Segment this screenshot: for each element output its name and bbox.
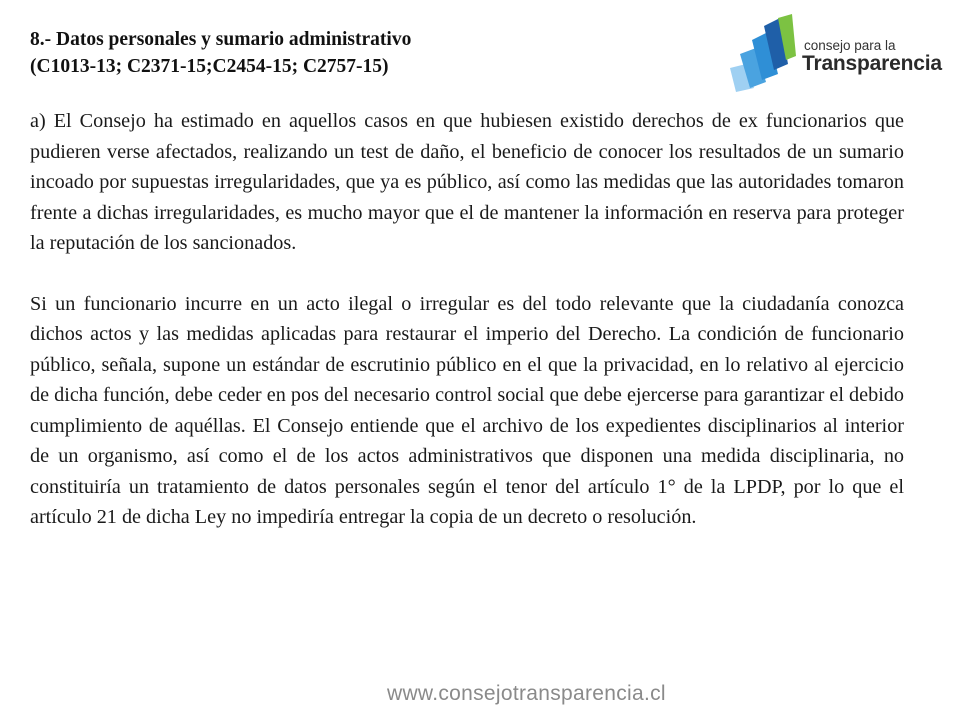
heading-title: 8.- Datos personales y sumario administrativo	[30, 29, 412, 50]
paragraph-1: a) El Consejo ha estimado en aquellos casos en que hubiesen existido derechos de ex funcionarios que pudieren verse afectados, realizando un test de daño, el beneficio de conocer los resultados de un sumario incoado por supuestas irregularidades, que ya es público, así como las medidas que las autoridades tomaron frente a dichas irregularidades, es mucho mayor que el de mantener la información en reserva para proteger la reputación de los sancionados.	[30, 110, 904, 254]
body-text	[30, 106, 904, 533]
logo-small-text: consejo para la	[804, 38, 896, 53]
consejo-transparencia-logo	[726, 12, 942, 98]
heading-case-numbers: (C1013-13; C2371-15;C2454-15; C2757-15)	[30, 56, 389, 77]
logo-stripes-icon	[726, 12, 806, 98]
footer-url: www.consejotransparencia.cl	[387, 682, 666, 705]
logo-big-text: Transparencia	[802, 52, 942, 75]
slide-heading	[30, 26, 670, 80]
paragraph-2: Si un funcionario incurre en un acto ilegal o irregular es del todo relevante que la ciudadanía conozca dichos actos y las medidas aplicadas para restaurar el imperio del Derecho. La condición de funcionario público, señala, supone un estándar de escrutinio público en el que la privacidad, en lo relativo al ejercicio de dicha función, debe ceder en pos del necesario control social que debe ejercerse para garantizar el debido cumplimiento de aquéllas. El Consejo entiende que el archivo de los expedientes disciplinarios al interior de un organismo, así como el de los actos administrativos que disponen una medida disciplinaria, no constituiría un tratamiento de datos personales según el tenor del artículo 1° de la LPDP, por lo que el artículo 21 de dicha Ley no impediría entregar la copia de un decreto o resolución.	[30, 292, 904, 528]
